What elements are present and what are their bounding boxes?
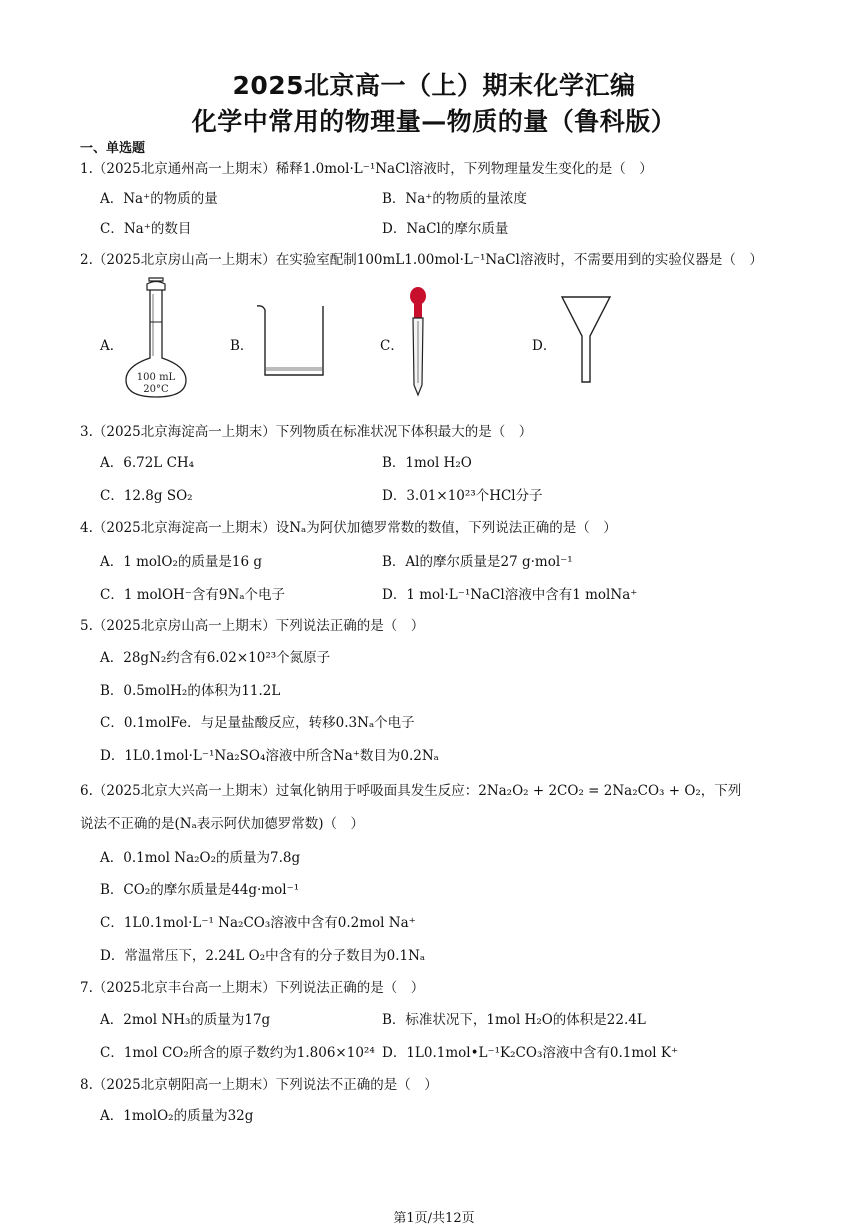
question-8-stem: 8.（2025北京朝阳高一上期末）下列说法不正确的是（ ） [80, 1077, 438, 1093]
q7-option-a: A．2mol NH₃的质量为17g [100, 1012, 271, 1028]
beaker-icon [253, 303, 331, 379]
question-2-stem: 2.（2025北京房山高一上期末）在实验室配制100mL1.00mol·L⁻¹NaCl溶液时，不需要用到的实验仪器是（ ） [80, 252, 763, 268]
q7-option-d: D．1L0.1mol•L⁻¹K₂CO₃溶液中含有0.1mol K⁺ [382, 1045, 679, 1061]
q6-option-b: B．CO₂的摩尔质量是44g·mol⁻¹ [100, 882, 300, 898]
q1-option-d: D．NaCl的摩尔质量 [382, 221, 509, 237]
flask-temperature-label: 20°C [143, 384, 169, 395]
q4-option-b: B．Al的摩尔质量是27 g·mol⁻¹ [382, 554, 573, 570]
q8-option-a: A．1molO₂的质量为32g [100, 1108, 254, 1124]
question-4-stem: 4.（2025北京海淀高一上期末）设Nₐ为阿伏加德罗常数的数值，下列说法正确的是（ ） [80, 520, 617, 536]
q3-option-a: A．6.72L CH₄ [100, 455, 195, 471]
q2-option-c: C． [380, 338, 404, 354]
q3-option-d: D．3.01×10²³个HCl分子 [382, 488, 543, 504]
section-heading: 一、单选题 [80, 141, 146, 156]
volumetric-flask-icon [118, 276, 194, 400]
q4-option-a: A．1 molO₂的质量是16 g [100, 554, 262, 570]
q1-option-a: A．Na⁺的物质的量 [100, 191, 218, 207]
q5-option-c: C．0.1molFe．与足量盐酸反应，转移0.3Nₐ个电子 [100, 715, 415, 731]
q7-option-c: C．1mol CO₂所含的原子数约为1.806×10²⁴ [100, 1045, 375, 1061]
q2-option-a: A． [100, 338, 124, 354]
q3-option-c: C．12.8g SO₂ [100, 488, 193, 504]
page-footer: 第1页/共12页 [393, 1211, 475, 1226]
q1-option-b: B．Na⁺的物质的量浓度 [382, 191, 527, 207]
q6-option-d: D．常温常压下，2.24L O₂中含有的分子数目为0.1Nₐ [100, 948, 426, 964]
q1-option-c: C．Na⁺的数目 [100, 221, 192, 237]
question-6-stem-continued: 说法不正确的是(Nₐ表示阿伏加德罗常数)（ ） [80, 816, 365, 832]
question-3-stem: 3.（2025北京海淀高一上期末）下列物质在标准状况下体积最大的是（ ） [80, 424, 533, 440]
title-line-2: 化学中常用的物理量—物质的量（鲁科版） [191, 107, 677, 136]
flask-volume-label: 100 mL [136, 372, 176, 383]
q5-option-d: D．1L0.1mol·L⁻¹Na₂SO₄溶液中所含Na⁺数目为0.2Nₐ [100, 748, 439, 764]
q4-option-d: D．1 mol·L⁻¹NaCl溶液中含有1 molNa⁺ [382, 587, 638, 603]
question-1-stem: 1.（2025北京通州高一上期末）稀释1.0mol·L⁻¹NaCl溶液时，下列物理量发生变化的是（ ） [80, 161, 653, 177]
funnel-icon [560, 294, 612, 386]
dropper-icon [404, 285, 432, 397]
q6-option-c: C．1L0.1mol·L⁻¹ Na₂CO₃溶液中含有0.2mol Na⁺ [100, 915, 416, 931]
q3-option-b: B．1mol H₂O [382, 455, 472, 471]
q2-option-d: D． [532, 338, 557, 354]
question-6-stem: 6.（2025北京大兴高一上期末）过氧化钠用于呼吸面具发生反应：2Na₂O₂ + 2CO₂ = 2Na₂CO₃ + O₂，下列 [80, 783, 742, 799]
q5-option-a: A．28gN₂约含有6.02×10²³个氮原子 [100, 650, 331, 666]
q7-option-b: B．标准状况下，1mol H₂O的体积是22.4L [382, 1012, 646, 1028]
question-5-stem: 5.（2025北京房山高一上期末）下列说法正确的是（ ） [80, 618, 425, 634]
q6-option-a: A．0.1mol Na₂O₂的质量为7.8g [100, 850, 301, 866]
q4-option-c: C．1 molOH⁻含有9Nₐ个电子 [100, 587, 286, 603]
title-line-1: 2025北京高一（上）期末化学汇编 [232, 71, 636, 100]
question-7-stem: 7.（2025北京丰台高一上期末）下列说法正确的是（ ） [80, 980, 425, 996]
q2-option-b: B． [230, 338, 254, 354]
q5-option-b: B．0.5molH₂的体积为11.2L [100, 683, 281, 699]
